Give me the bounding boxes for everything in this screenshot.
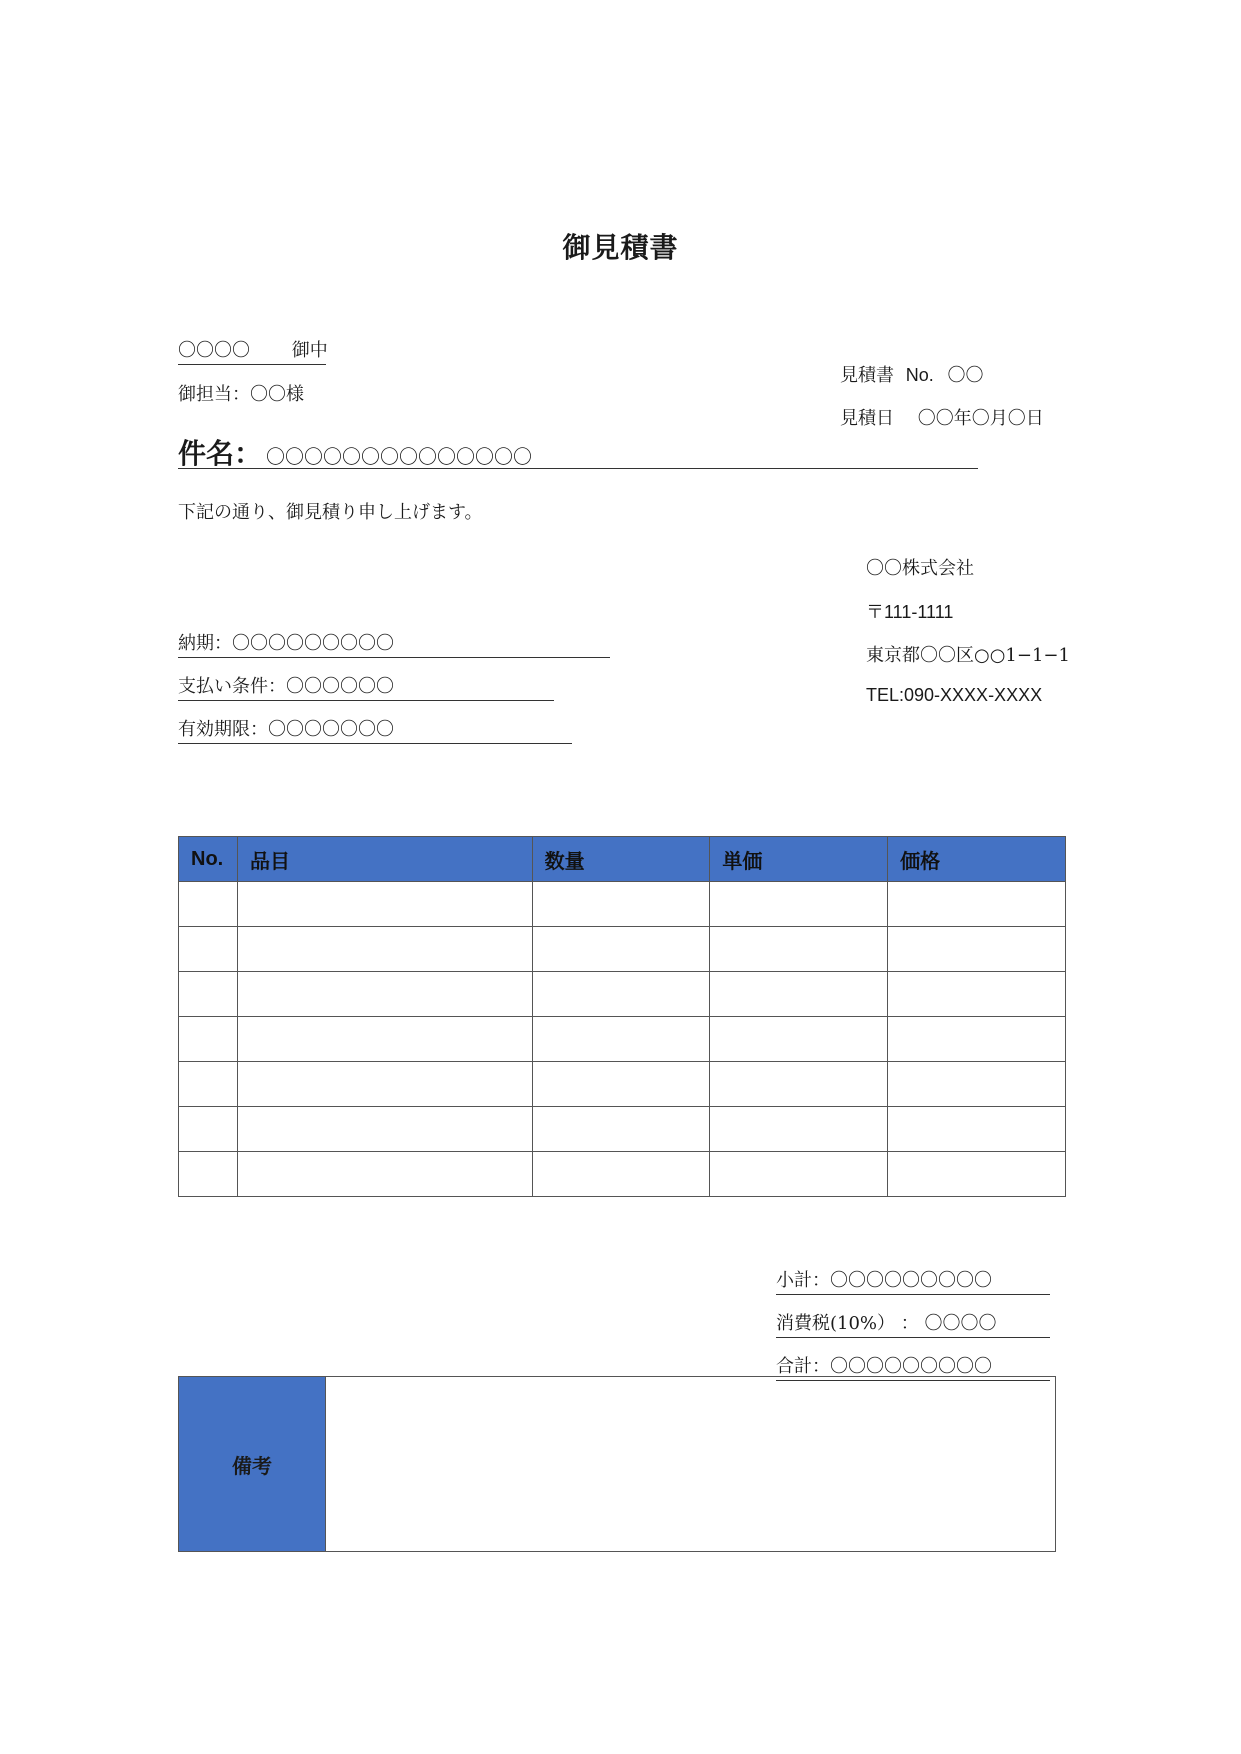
cell-item	[237, 1062, 532, 1107]
cell-quantity	[532, 1062, 710, 1107]
estimate-number-label: 見積書	[840, 365, 894, 386]
cell-no	[179, 1062, 238, 1107]
recipient-block	[178, 336, 326, 365]
cell-unit-price	[710, 972, 888, 1017]
recipient-suffix: 御中	[291, 340, 328, 361]
cell-unit-price	[710, 882, 888, 927]
table-row	[179, 1107, 1066, 1152]
header-price: 価格	[888, 837, 1066, 882]
estimate-number	[840, 361, 983, 387]
cell-quantity	[532, 1152, 710, 1197]
cell-item	[237, 1152, 532, 1197]
recipient-contact: 御担当：〇〇様	[178, 384, 304, 405]
company-address: 東京都〇〇区○○1−1−1	[866, 645, 1070, 666]
subject-line	[178, 432, 978, 469]
grand-total: 合計：〇〇〇〇〇〇〇〇〇	[776, 1352, 1050, 1381]
cell-no	[179, 927, 238, 972]
cell-quantity	[532, 972, 710, 1017]
cell-unit-price	[710, 1062, 888, 1107]
table-row	[179, 882, 1066, 927]
estimate-date-value: 〇〇年〇月〇日	[917, 408, 1044, 429]
cell-unit-price	[710, 1152, 888, 1197]
cell-price	[888, 1107, 1066, 1152]
estimate-number-prefix: No.	[905, 365, 934, 385]
table-header-row	[179, 837, 1066, 882]
cell-price	[888, 882, 1066, 927]
table-row	[179, 972, 1066, 1017]
cell-item	[237, 927, 532, 972]
cell-price	[888, 1017, 1066, 1062]
cell-unit-price	[710, 1017, 888, 1062]
subject-label: 件名：	[178, 437, 263, 470]
cell-quantity	[532, 1017, 710, 1062]
cell-no	[179, 972, 238, 1017]
cell-item	[237, 1017, 532, 1062]
validity-term: 有効期限：〇〇〇〇〇〇〇	[178, 715, 572, 744]
cell-unit-price	[710, 1107, 888, 1152]
cell-item	[237, 972, 532, 1017]
subject-value: 〇〇〇〇〇〇〇〇〇〇〇〇〇〇	[266, 446, 533, 468]
table-row	[179, 1017, 1066, 1062]
intro-text: 下記の通り、御見積り申し上げます。	[178, 502, 483, 523]
cell-price	[888, 1152, 1066, 1197]
cell-price	[888, 927, 1066, 972]
cell-no	[179, 882, 238, 927]
cell-no	[179, 1152, 238, 1197]
remarks-box	[178, 1376, 1056, 1552]
header-no: No.	[179, 837, 238, 882]
delivery-term: 納期：〇〇〇〇〇〇〇〇〇	[178, 629, 610, 658]
company-postal: 〒111-1111	[866, 602, 954, 622]
remarks-content	[339, 1389, 1043, 1539]
cell-item	[237, 1107, 532, 1152]
recipient-name: 〇〇〇〇	[178, 340, 250, 361]
company-name: 〇〇株式会社	[866, 558, 974, 579]
cell-quantity	[532, 927, 710, 972]
document-title: 御見積書	[562, 231, 679, 264]
items-table	[178, 836, 1066, 1197]
cell-price	[888, 972, 1066, 1017]
cell-quantity	[532, 882, 710, 927]
company-tel: TEL:090-XXXX-XXXX	[866, 685, 1043, 705]
cell-price	[888, 1062, 1066, 1107]
subtotal: 小計：〇〇〇〇〇〇〇〇〇	[776, 1266, 1050, 1295]
cell-no	[179, 1017, 238, 1062]
cell-unit-price	[710, 927, 888, 972]
cell-quantity	[532, 1107, 710, 1152]
table-row	[179, 1062, 1066, 1107]
estimate-number-value: 〇〇	[947, 365, 984, 386]
cell-no	[179, 1107, 238, 1152]
table-row	[179, 1152, 1066, 1197]
table-row	[179, 927, 1066, 972]
payment-term: 支払い条件：〇〇〇〇〇〇	[178, 672, 554, 701]
header-item: 品目	[237, 837, 532, 882]
header-quantity: 数量	[532, 837, 710, 882]
estimate-date-label: 見積日	[840, 408, 894, 429]
estimate-date	[840, 404, 1044, 430]
cell-item	[237, 882, 532, 927]
remarks-label: 備考	[179, 1377, 326, 1551]
header-unit-price: 単価	[710, 837, 888, 882]
consumption-tax: 消費税(10%） ： 〇〇〇〇	[776, 1309, 1050, 1338]
